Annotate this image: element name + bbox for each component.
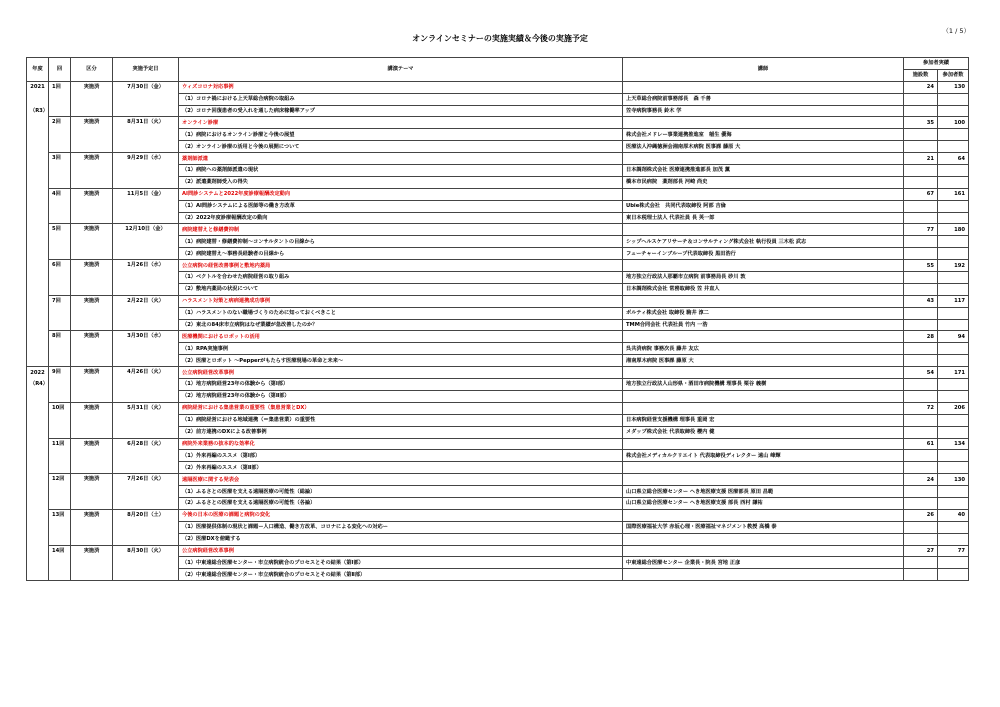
status-cell: 実施済 bbox=[71, 509, 113, 545]
participants-empty bbox=[938, 379, 969, 391]
year-cell bbox=[27, 319, 49, 331]
facilities-empty bbox=[904, 165, 938, 177]
year-cell bbox=[27, 248, 49, 260]
facilities-empty bbox=[904, 450, 938, 462]
year-cell bbox=[27, 307, 49, 319]
date-cell: 12月10日（金） bbox=[113, 224, 179, 260]
participants-count: 130 bbox=[938, 474, 969, 486]
header-date: 実施予定日 bbox=[113, 58, 179, 82]
participants-count: 171 bbox=[938, 367, 969, 379]
lecturer-name: 株式会社メディカルクリエイト 代表取締役ディレクター 遠山 峰輝 bbox=[623, 450, 904, 462]
participants-empty bbox=[938, 236, 969, 248]
page-title: オンラインセミナーの実施実績＆今後の実施予定 bbox=[412, 34, 588, 43]
seminar-row bbox=[27, 509, 969, 521]
lecturer-name: 地方独立行政法人那覇市立病院 前事務局長 砂川 敦 bbox=[623, 272, 904, 284]
participants-count: 134 bbox=[938, 438, 969, 450]
participants-empty bbox=[938, 200, 969, 212]
seminar-theme: 病院建替えと修繕費抑制 bbox=[179, 224, 623, 236]
lecture-title: （1）地方病院経営23年の体験から（第Ⅰ部） bbox=[179, 379, 623, 391]
lecture-title: （1）医療提供体制の現状と課題ー人口構造、働き方改革、コロナによる変化への対応ー bbox=[179, 521, 623, 533]
status-cell: 実施済 bbox=[71, 188, 113, 224]
header-facilities: 施設数 bbox=[904, 69, 938, 81]
lecturer-name: 橋本市民病院 薬剤部長 河崎 尚史 bbox=[623, 176, 904, 188]
page-number: （1 / 5） bbox=[942, 27, 970, 35]
facilities-empty bbox=[904, 272, 938, 284]
session-number: 10回 bbox=[49, 402, 71, 438]
year-cell bbox=[27, 438, 49, 450]
facilities-empty bbox=[904, 521, 938, 533]
lecture-title: （1）外来再編のススメ（第Ⅰ部） bbox=[179, 450, 623, 462]
participants-count: 77 bbox=[938, 545, 969, 557]
year-cell bbox=[27, 521, 49, 533]
lecture-title: （2）2022年度診療報酬改定の動向 bbox=[179, 212, 623, 224]
seminar-theme: 病院経営における集患営業の重要性（集患営業とDX） bbox=[179, 402, 623, 414]
year-cell bbox=[27, 486, 49, 498]
seminar-row bbox=[27, 117, 969, 129]
lecturer-name: ボルティ株式会社 取締役 駒井 淳二 bbox=[623, 307, 904, 319]
lecture-title: （2）派遣薬剤師受入の得失 bbox=[179, 176, 623, 188]
lecturer-cell bbox=[623, 509, 904, 521]
seminar-row bbox=[27, 260, 969, 272]
session-number: 13回 bbox=[49, 509, 71, 545]
status-cell: 実施済 bbox=[71, 367, 113, 403]
lecture-title: （1）RPA実施事例 bbox=[179, 343, 623, 355]
facilities-empty bbox=[904, 200, 938, 212]
participants-empty bbox=[938, 450, 969, 462]
year-cell bbox=[27, 188, 49, 200]
year-cell bbox=[27, 283, 49, 295]
status-cell: 実施済 bbox=[71, 402, 113, 438]
year-cell bbox=[27, 176, 49, 188]
participants-empty bbox=[938, 307, 969, 319]
seminar-theme: 今後の日本の医療の課題と病院の変化 bbox=[179, 509, 623, 521]
lecture-title: （1）病院経営における地域連携（＝集患営業）の重要性 bbox=[179, 414, 623, 426]
year-cell bbox=[27, 426, 49, 438]
participants-empty bbox=[938, 248, 969, 260]
date-cell: 7月30日（金） bbox=[113, 81, 179, 117]
lecture-title: （1）病院におけるオンライン診療と今後の展望 bbox=[179, 129, 623, 141]
status-cell: 実施済 bbox=[71, 260, 113, 296]
seminar-row bbox=[27, 153, 969, 165]
lecturer-name: 笠寺病院事務長 鈴木 学 bbox=[623, 105, 904, 117]
year-cell bbox=[27, 509, 49, 521]
participants-empty bbox=[938, 319, 969, 331]
year-cell bbox=[27, 224, 49, 236]
lecturer-cell bbox=[623, 474, 904, 486]
participants-empty bbox=[938, 141, 969, 153]
seminar-row bbox=[27, 367, 969, 379]
facilities-empty bbox=[904, 176, 938, 188]
lecture-title: （2）医療とロボット ～Pepperがもたらす医療現場の革命と未来～ bbox=[179, 355, 623, 367]
participants-empty bbox=[938, 486, 969, 498]
lecturer-name: 山口県立総合医療センター へき地医療支援 部長 西村 謙祐 bbox=[623, 497, 904, 509]
lecturer-name bbox=[623, 390, 904, 402]
status-cell: 実施済 bbox=[71, 153, 113, 189]
lecturer-name: 地方独立行政法人山形県・酒田市病院機構 理事長 栗谷 義樹 bbox=[623, 379, 904, 391]
facilities-empty bbox=[904, 129, 938, 141]
date-cell: 8月31日（火） bbox=[113, 117, 179, 153]
participants-empty bbox=[938, 272, 969, 284]
participants-count: 94 bbox=[938, 331, 969, 343]
seminar-table bbox=[26, 57, 969, 581]
year-cell bbox=[27, 414, 49, 426]
seminar-row bbox=[27, 81, 969, 93]
year-cell bbox=[27, 165, 49, 177]
facilities-count: 35 bbox=[904, 117, 938, 129]
lecture-title: （1）ふるさとの医療を支える遠隔医療の可能性（総論） bbox=[179, 486, 623, 498]
participants-empty bbox=[938, 165, 969, 177]
lecturer-name: メダップ株式会社 代表取締役 櫻内 健 bbox=[623, 426, 904, 438]
participants-empty bbox=[938, 343, 969, 355]
date-cell: 9月29日（水） bbox=[113, 153, 179, 189]
date-cell: 1月26日（水） bbox=[113, 260, 179, 296]
participants-empty bbox=[938, 521, 969, 533]
lecturer-cell bbox=[623, 153, 904, 165]
participants-count: 117 bbox=[938, 295, 969, 307]
session-number: 9回 bbox=[49, 367, 71, 403]
participants-empty bbox=[938, 283, 969, 295]
session-number: 2回 bbox=[49, 117, 71, 153]
lecture-title: （2）外来再編のススメ（第Ⅱ部） bbox=[179, 462, 623, 474]
date-cell: 2月22日（火） bbox=[113, 295, 179, 331]
seminar-theme: 公立病院の経営改善事例と敷地内薬局 bbox=[179, 260, 623, 272]
lecturer-cell bbox=[623, 331, 904, 343]
year-cell bbox=[27, 272, 49, 284]
date-cell: 11月5日（金） bbox=[113, 188, 179, 224]
facilities-empty bbox=[904, 212, 938, 224]
year-cell bbox=[27, 533, 49, 545]
lecturer-name: 日本調剤株式会社 医療連携推進部長 加茂 薫 bbox=[623, 165, 904, 177]
participants-count: 192 bbox=[938, 260, 969, 272]
lecturer-cell bbox=[623, 402, 904, 414]
seminar-row bbox=[27, 545, 969, 557]
participants-empty bbox=[938, 533, 969, 545]
facilities-empty bbox=[904, 248, 938, 260]
year-cell bbox=[27, 474, 49, 486]
lecture-title: （2）敷地内薬局の状況について bbox=[179, 283, 623, 295]
seminar-theme: 薬剤師派遣 bbox=[179, 153, 623, 165]
header-year: 年度 bbox=[27, 58, 49, 82]
year-cell bbox=[27, 153, 49, 165]
seminar-theme: 病院外来業務の抜本的な効率化 bbox=[179, 438, 623, 450]
lecture-title: （2）中東遠総合医療センター・市立病院統合のプロセスとその結果（第Ⅱ部） bbox=[179, 569, 623, 581]
facilities-empty bbox=[904, 497, 938, 509]
facilities-empty bbox=[904, 355, 938, 367]
seminar-theme: オンライン診療 bbox=[179, 117, 623, 129]
facilities-count: 54 bbox=[904, 367, 938, 379]
year-cell bbox=[27, 200, 49, 212]
facilities-empty bbox=[904, 379, 938, 391]
date-cell: 5月31日（火） bbox=[113, 402, 179, 438]
facilities-empty bbox=[904, 343, 938, 355]
facilities-empty bbox=[904, 105, 938, 117]
year-cell bbox=[27, 390, 49, 402]
lecturer-name: Ubie株式会社 共同代表取締役 阿部 吉倫 bbox=[623, 200, 904, 212]
year-cell bbox=[27, 295, 49, 307]
participants-count: 180 bbox=[938, 224, 969, 236]
status-cell: 実施済 bbox=[71, 474, 113, 510]
status-cell: 実施済 bbox=[71, 224, 113, 260]
participants-count: 130 bbox=[938, 81, 969, 93]
header-participants: 参加者数 bbox=[938, 69, 969, 81]
participants-empty bbox=[938, 212, 969, 224]
date-cell: 8月20日（土） bbox=[113, 509, 179, 545]
facilities-empty bbox=[904, 557, 938, 569]
facilities-empty bbox=[904, 93, 938, 105]
year-cell bbox=[27, 236, 49, 248]
participants-count: 206 bbox=[938, 402, 969, 414]
participants-empty bbox=[938, 462, 969, 474]
seminar-row bbox=[27, 402, 969, 414]
seminar-theme: 医療機関におけるロボットの活用 bbox=[179, 331, 623, 343]
lecturer-name: 山口県立総合医療センター へき地医療支援 医療部長 原田 昌範 bbox=[623, 486, 904, 498]
lecturer-cell bbox=[623, 117, 904, 129]
participants-empty bbox=[938, 176, 969, 188]
lecture-title: （2）地方病院経営23年の体験から（第Ⅱ部） bbox=[179, 390, 623, 402]
year-cell bbox=[27, 557, 49, 569]
participants-empty bbox=[938, 105, 969, 117]
facilities-empty bbox=[904, 569, 938, 581]
lecture-title: （1）コロナ禍における上天草総合病院の取組み bbox=[179, 93, 623, 105]
status-cell: 実施済 bbox=[71, 438, 113, 474]
seminar-theme: ハラスメント対策と病病連携成功事例 bbox=[179, 295, 623, 307]
year-cell bbox=[27, 141, 49, 153]
year-cell bbox=[27, 497, 49, 509]
lecturer-name bbox=[623, 462, 904, 474]
seminar-row bbox=[27, 188, 969, 200]
date-cell: 7月26日（火） bbox=[113, 474, 179, 510]
year-cell bbox=[27, 462, 49, 474]
seminar-row bbox=[27, 224, 969, 236]
year-cell bbox=[27, 260, 49, 272]
date-cell: 8月30日（火） bbox=[113, 545, 179, 581]
facilities-empty bbox=[904, 414, 938, 426]
header-theme: 講演テーマ bbox=[179, 58, 623, 82]
date-cell: 6月28日（火） bbox=[113, 438, 179, 474]
status-cell: 実施済 bbox=[71, 545, 113, 581]
seminar-row bbox=[27, 295, 969, 307]
year-cell bbox=[27, 569, 49, 581]
session-number: 12回 bbox=[49, 474, 71, 510]
lecturer-cell bbox=[623, 260, 904, 272]
facilities-count: 21 bbox=[904, 153, 938, 165]
participants-empty bbox=[938, 390, 969, 402]
participants-empty bbox=[938, 569, 969, 581]
facilities-count: 27 bbox=[904, 545, 938, 557]
lecturer-name bbox=[623, 569, 904, 581]
lecturer-cell bbox=[623, 545, 904, 557]
lecturer-name: 日本調剤株式会社 常務取締役 笠 井直人 bbox=[623, 283, 904, 295]
facilities-count: 55 bbox=[904, 260, 938, 272]
facilities-count: 67 bbox=[904, 188, 938, 200]
year-cell bbox=[27, 93, 49, 105]
session-number: 6回 bbox=[49, 260, 71, 296]
facilities-empty bbox=[904, 307, 938, 319]
lecture-title: （2）コロナ回復患者の受入れを通した病床稼働率アップ bbox=[179, 105, 623, 117]
participants-count: 161 bbox=[938, 188, 969, 200]
session-number: 14回 bbox=[49, 545, 71, 581]
lecturer-name: 国際医療福祉大学 赤坂心理・医療福祉マネジメント教授 高橋 泰 bbox=[623, 521, 904, 533]
seminar-theme: ウィズコロナ対応事例 bbox=[179, 81, 623, 93]
participants-empty bbox=[938, 414, 969, 426]
year-cell bbox=[27, 331, 49, 343]
participants-count: 64 bbox=[938, 153, 969, 165]
facilities-empty bbox=[904, 319, 938, 331]
lecture-title: （2）病院建替え～事務長経験者の目線から bbox=[179, 248, 623, 260]
seminar-theme: 遠隔医療に関する発表会 bbox=[179, 474, 623, 486]
participants-empty bbox=[938, 129, 969, 141]
year-cell: 2022 bbox=[27, 367, 49, 379]
lecturer-cell bbox=[623, 367, 904, 379]
facilities-count: 61 bbox=[904, 438, 938, 450]
year-cell bbox=[27, 343, 49, 355]
lecturer-name: 中東遠総合医療センター 企業長・院長 宮地 正彦 bbox=[623, 557, 904, 569]
lecturer-name bbox=[623, 533, 904, 545]
participants-empty bbox=[938, 93, 969, 105]
date-cell: 4月26日（火） bbox=[113, 367, 179, 403]
facilities-empty bbox=[904, 236, 938, 248]
status-cell: 実施済 bbox=[71, 81, 113, 117]
session-number: 4回 bbox=[49, 188, 71, 224]
participants-empty bbox=[938, 557, 969, 569]
session-number: 3回 bbox=[49, 153, 71, 189]
status-cell: 実施済 bbox=[71, 295, 113, 331]
facilities-count: 77 bbox=[904, 224, 938, 236]
session-number: 7回 bbox=[49, 295, 71, 331]
session-number: 11回 bbox=[49, 438, 71, 474]
seminar-theme: 公立病院経営改革事例 bbox=[179, 367, 623, 379]
facilities-empty bbox=[904, 283, 938, 295]
participants-empty bbox=[938, 426, 969, 438]
seminar-row bbox=[27, 438, 969, 450]
header-participation: 参加者実績 bbox=[904, 58, 969, 70]
lecture-title: （2）ふるさとの医療を支える遠隔医療の可能性（各論） bbox=[179, 497, 623, 509]
lecturer-name: 東日本税理士法人 代表社員 長 英一郎 bbox=[623, 212, 904, 224]
header-type: 区分 bbox=[71, 58, 113, 82]
date-cell: 3月30日（水） bbox=[113, 331, 179, 367]
status-cell: 実施済 bbox=[71, 331, 113, 367]
lecturer-name: フューチャーインブループ代表取締役 黒田浩行 bbox=[623, 248, 904, 260]
lecturer-name: 医療法人沖縄徳洲会湘南厚木病院 医事課 藤原 大 bbox=[623, 141, 904, 153]
facilities-count: 72 bbox=[904, 402, 938, 414]
lecture-title: （1）病院建替・修繕費抑制～コンサルタントの目線から bbox=[179, 236, 623, 248]
facilities-count: 28 bbox=[904, 331, 938, 343]
lecturer-cell bbox=[623, 188, 904, 200]
facilities-empty bbox=[904, 141, 938, 153]
year-cell bbox=[27, 450, 49, 462]
facilities-count: 43 bbox=[904, 295, 938, 307]
seminar-row bbox=[27, 331, 969, 343]
session-number: 8回 bbox=[49, 331, 71, 367]
lecturer-cell bbox=[623, 224, 904, 236]
participants-count: 40 bbox=[938, 509, 969, 521]
lecturer-name: 日本病院経営支援機構 理事長 重岡 宏 bbox=[623, 414, 904, 426]
status-cell: 実施済 bbox=[71, 117, 113, 153]
lecture-title: （2）前方連携のDXによる改善事例 bbox=[179, 426, 623, 438]
lecture-title: （1）病院への薬剤師派遣の現状 bbox=[179, 165, 623, 177]
year-cell: （R4） bbox=[27, 379, 49, 391]
lecturer-name: 上天草総合病院前事務部長 森 千善 bbox=[623, 93, 904, 105]
participants-empty bbox=[938, 355, 969, 367]
facilities-count: 26 bbox=[904, 509, 938, 521]
facilities-empty bbox=[904, 426, 938, 438]
header-no: 回 bbox=[49, 58, 71, 82]
seminar-theme: AI問診システムと2022年度診療報酬改定動向 bbox=[179, 188, 623, 200]
seminar-row bbox=[27, 474, 969, 486]
lecture-title: （1）中東遠総合医療センター・市立病院統合のプロセスとその結果（第Ⅰ部） bbox=[179, 557, 623, 569]
year-cell: 2021 bbox=[27, 81, 49, 93]
year-cell bbox=[27, 129, 49, 141]
facilities-empty bbox=[904, 390, 938, 402]
lecturer-cell bbox=[623, 438, 904, 450]
facilities-empty bbox=[904, 462, 938, 474]
session-number: 5回 bbox=[49, 224, 71, 260]
lecture-title: （2）東北の84床市立病院はなぜ業績が急改善したのか？ bbox=[179, 319, 623, 331]
year-cell bbox=[27, 545, 49, 557]
header-lecturer: 講師 bbox=[623, 58, 904, 82]
year-cell bbox=[27, 117, 49, 129]
lecturer-name: 呉共済病院 事務次長 藤井 友広 bbox=[623, 343, 904, 355]
participants-empty bbox=[938, 497, 969, 509]
lecture-title: （1）ベクトルを合わせた病院経営の取り組み bbox=[179, 272, 623, 284]
lecturer-cell bbox=[623, 81, 904, 93]
lecture-title: （1）ハラスメントのない職場づくりのために知っておくべきこと bbox=[179, 307, 623, 319]
lecturer-name: 株式会社メドレー事業連携推進室 稲生 優海 bbox=[623, 129, 904, 141]
seminar-theme: 公立病院経営改革事例 bbox=[179, 545, 623, 557]
facilities-empty bbox=[904, 533, 938, 545]
year-cell bbox=[27, 402, 49, 414]
session-number: 1回 bbox=[49, 81, 71, 117]
year-cell bbox=[27, 212, 49, 224]
lecturer-name: 湘南厚木病院 医事課 藤原 大 bbox=[623, 355, 904, 367]
lecturer-name: TMM合同会社 代表社員 竹内 一浩 bbox=[623, 319, 904, 331]
lecturer-name: シップヘルスケアリサーチ＆コンサルティング株式会社 執行役員 三木松 武志 bbox=[623, 236, 904, 248]
seminar-rows bbox=[27, 81, 969, 580]
facilities-count: 24 bbox=[904, 474, 938, 486]
participants-count: 100 bbox=[938, 117, 969, 129]
lecture-title: （1）AI問診システムによる医師等の働き方改革 bbox=[179, 200, 623, 212]
year-cell: （R3） bbox=[27, 105, 49, 117]
facilities-empty bbox=[904, 486, 938, 498]
lecture-title: （2）オンライン診療の活用と今後の展開について bbox=[179, 141, 623, 153]
facilities-count: 24 bbox=[904, 81, 938, 93]
lecturer-cell bbox=[623, 295, 904, 307]
lecture-title: （2）医療DXを俯瞰する bbox=[179, 533, 623, 545]
year-cell bbox=[27, 355, 49, 367]
